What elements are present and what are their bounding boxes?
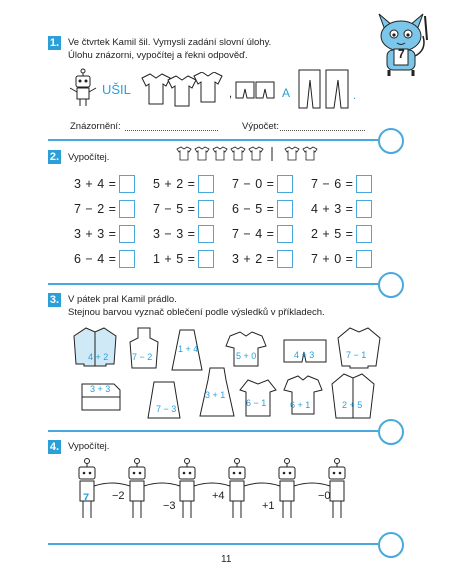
eq-r4c1: 6 − 4 = xyxy=(74,250,135,268)
task2-divider xyxy=(48,283,378,285)
task1-number: 1. xyxy=(49,37,60,49)
task4-score-circle[interactable] xyxy=(378,532,404,558)
task1-score-circle[interactable] xyxy=(378,128,404,154)
task3-number: 3. xyxy=(49,294,60,306)
eq-r4c3: 3 + 2 = xyxy=(232,250,293,268)
answer-box[interactable] xyxy=(119,250,135,268)
robot-op-3: +4 xyxy=(212,490,225,502)
clothes-label-5: 4 + 3 xyxy=(294,350,315,360)
robot-op-1: −2 xyxy=(112,490,125,502)
skirt-icon xyxy=(146,380,182,420)
answer-box[interactable] xyxy=(356,250,372,268)
answer-box[interactable] xyxy=(356,200,372,218)
task3-score-circle[interactable] xyxy=(378,419,404,445)
clothes-label-11: 6 + 1 xyxy=(290,400,311,410)
answer-box[interactable] xyxy=(119,175,135,193)
robot-op-5: −0 xyxy=(318,490,331,502)
vypocet-label: Výpočet: xyxy=(242,121,279,132)
task1-comma: , xyxy=(229,88,233,100)
eq-r1c2: 5 + 2 = xyxy=(153,175,214,193)
task4-title: Vypočítej. xyxy=(68,441,110,452)
eq-r4c2: 1 + 5 = xyxy=(153,250,214,268)
robot-op-4: +1 xyxy=(262,500,275,512)
task1-a-label: A xyxy=(282,86,291,100)
mascot-number: 7 xyxy=(398,47,405,61)
eq-r3c4: 2 + 5 = xyxy=(311,225,372,243)
clothes-label-4: 5 + 0 xyxy=(236,351,257,361)
clothes-counter-icon xyxy=(175,146,325,162)
clothes-label-6: 7 − 1 xyxy=(346,350,367,360)
task1-divider xyxy=(48,139,378,141)
eq-r4c4: 7 + 0 = xyxy=(311,250,372,268)
eq-r1c1: 3 + 4 = xyxy=(74,175,135,193)
robot-start-value: 7 xyxy=(83,492,90,504)
task4-divider xyxy=(48,543,378,545)
eq-r2c3: 6 − 5 = xyxy=(232,200,293,218)
answer-box[interactable] xyxy=(277,200,293,218)
robot-icon xyxy=(68,68,98,108)
trousers-group-icon xyxy=(296,68,352,110)
eq-r2c2: 7 − 5 = xyxy=(153,200,214,218)
clothes-label-7: 3 + 3 xyxy=(90,384,111,394)
task3-text-line1: V pátek pral Kamil prádlo. xyxy=(68,294,177,305)
clothes-label-10: 6 − 1 xyxy=(246,398,267,408)
task4-number: 4. xyxy=(49,441,60,453)
task1-text-line2: Úlohu znázorni, vypočítej a řekni odpověď. xyxy=(68,50,248,61)
clothes-label-2: 7 − 2 xyxy=(132,352,153,362)
task3-divider xyxy=(48,430,378,432)
eq-r1c3: 7 − 0 = xyxy=(232,175,293,193)
cat-mascot-icon xyxy=(365,6,437,78)
page-number: 11 xyxy=(221,554,232,565)
answer-box[interactable] xyxy=(198,200,214,218)
eq-r1c4: 7 − 6 = xyxy=(311,175,372,193)
long-shirt-icon xyxy=(336,326,382,370)
eq-r3c2: 3 − 3 = xyxy=(153,225,214,243)
usil-label: UŠIL xyxy=(102,82,131,97)
shirts-group-icon xyxy=(138,72,228,108)
task2-score-circle[interactable] xyxy=(378,272,404,298)
answer-box[interactable] xyxy=(198,250,214,268)
eq-r2c4: 4 + 3 = xyxy=(311,200,372,218)
task3-text-line2: Stejnou barvou vyznač oblečení podle výsledků v příkladech. xyxy=(68,307,325,318)
vypocet-line xyxy=(280,130,365,131)
answer-box[interactable] xyxy=(356,175,372,193)
answer-box[interactable] xyxy=(198,175,214,193)
task1-period: . xyxy=(353,90,357,102)
coat-icon xyxy=(330,372,376,420)
answer-box[interactable] xyxy=(119,200,135,218)
tshirt-icon xyxy=(224,330,268,368)
clothes-label-12: 2 + 5 xyxy=(342,400,363,410)
task2-number: 2. xyxy=(49,151,60,163)
eq-r3c3: 7 − 4 = xyxy=(232,225,293,243)
robot-op-2: −3 xyxy=(163,500,176,512)
eq-r2c1: 7 − 2 = xyxy=(74,200,135,218)
apron-icon xyxy=(128,326,160,370)
znazorneni-label: Znázornění: xyxy=(70,121,121,132)
clothes-label-3: 1 + 4 xyxy=(178,344,199,354)
task1-text-line1: Ve čtvrtek Kamil šil. Vymysli zadání slovní úlohy. xyxy=(68,37,272,48)
answer-box[interactable] xyxy=(277,250,293,268)
answer-box[interactable] xyxy=(198,225,214,243)
answer-box[interactable] xyxy=(277,175,293,193)
answer-box[interactable] xyxy=(277,225,293,243)
clothes-label-9: 3 + 1 xyxy=(205,390,226,400)
clothes-label-1: 4 + 2 xyxy=(88,352,109,362)
task2-title: Vypočítej. xyxy=(68,152,110,163)
answer-box[interactable] xyxy=(356,225,372,243)
clothes-label-8: 7 − 3 xyxy=(156,404,177,414)
eq-r3c1: 3 + 3 = xyxy=(74,225,135,243)
answer-box[interactable] xyxy=(119,225,135,243)
znazorneni-line xyxy=(125,130,218,131)
shorts-group-icon xyxy=(234,78,278,104)
